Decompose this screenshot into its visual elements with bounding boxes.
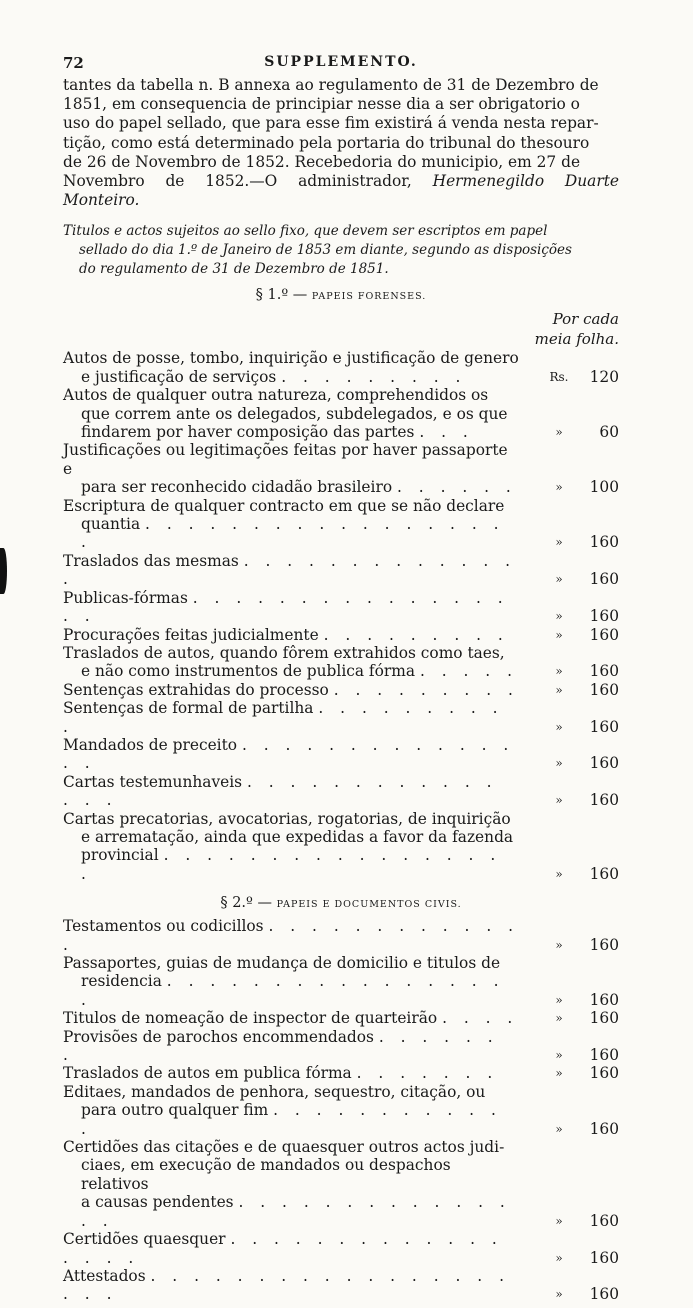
tariff-item-text: Mandados de preceito — [63, 735, 238, 754]
currency-mark: » — [555, 572, 563, 587]
tariff-row-text — [63, 1193, 519, 1230]
tariff-row-text — [63, 515, 519, 552]
document-title — [63, 222, 619, 279]
tariff-row-text — [63, 386, 519, 404]
tariff-item-text: Attestados — [63, 1266, 146, 1285]
title-line: do regulamento de 31 de Dezembro de 1851. — [79, 261, 389, 278]
tariff-row — [63, 681, 619, 699]
tariff-row — [63, 810, 619, 884]
currency-mark: » — [555, 992, 563, 1007]
tariff-item-text: e não como instrumentos de publica fórma — [81, 662, 416, 681]
tariff-item-text: Sentenças extrahidas do processo — [63, 680, 329, 699]
leader-dots: . . . . . . . . . . . . . . — [63, 551, 517, 589]
currency-mark: » — [555, 719, 563, 734]
intro-closing-line — [63, 172, 619, 210]
tariff-value: 160 — [589, 1064, 619, 1083]
tariff-row-text — [63, 699, 519, 736]
tariff-row-text — [63, 423, 519, 441]
tariff-value: 160 — [589, 754, 619, 773]
tariff-row — [63, 1083, 619, 1138]
leader-dots: . . . . . . . . . — [323, 625, 509, 644]
tariff-row — [63, 349, 619, 386]
currency-mark: » — [555, 627, 563, 642]
tariff-value: 160 — [589, 1046, 619, 1065]
tariff-value: 160 — [589, 1119, 619, 1138]
tariff-row-text — [63, 589, 519, 626]
tariff-value: 160 — [589, 662, 619, 681]
tariff-item-text: findarem por haver composição das partes — [81, 423, 415, 442]
tariff-item-text: Cartas precatorias, avocatorias, rogatorias, de inquirição — [63, 809, 511, 828]
section-title: PAPEIS E DOCUMENTOS CIVIS. — [276, 899, 462, 911]
tariff-value: 160 — [589, 1211, 619, 1230]
currency-mark: » — [555, 1066, 563, 1081]
currency-mark: » — [555, 1287, 563, 1302]
tariff-sections — [63, 287, 619, 1307]
tariff-row-text — [63, 972, 519, 1009]
tariff-row-text — [63, 917, 519, 954]
tariff-item-text: para outro qualquer fim — [81, 1101, 269, 1120]
tariff-value: 160 — [589, 864, 619, 883]
currency-mark: » — [555, 756, 563, 771]
tariff-row — [63, 1009, 619, 1027]
tariff-value: 160 — [589, 625, 619, 644]
tariff-row-text — [63, 478, 519, 496]
tariff-row — [63, 1028, 619, 1065]
intro-line: 1851, em consequencia de principiar nesse dia a ser obrigatorio o — [63, 95, 580, 114]
column-header-line: Por cada — [552, 310, 619, 329]
leader-dots: . . . . . . . . . . . . . . . — [63, 772, 498, 810]
tariff-row-text — [63, 1064, 519, 1082]
tariff-value: 160 — [589, 1248, 619, 1267]
running-head: SUPPLEMENTO. — [264, 54, 418, 70]
tariff-row-text — [63, 1028, 519, 1065]
section-title: PAPEIS FORENSES. — [311, 291, 427, 303]
tariff-item-text: Justificações ou legitimações feitas por haver passaporte e — [63, 441, 508, 478]
currency-mark: » — [555, 866, 563, 881]
leader-dots: . . . . . . . . . . . . . . . . . — [81, 972, 505, 1009]
tariff-row-text — [63, 349, 519, 367]
intro-lines — [63, 76, 619, 172]
section-heading — [63, 895, 619, 917]
leader-dots: . . . . . . . . . — [281, 367, 467, 386]
tariff-row-text — [63, 497, 519, 515]
tariff-row — [63, 441, 619, 496]
tariff-row-text — [63, 1083, 519, 1101]
tariff-value: 160 — [589, 1009, 619, 1028]
tariff-value: 160 — [589, 935, 619, 954]
binding-mark — [0, 548, 7, 594]
leader-dots: . . . . . . . . . . . . . . . . . . — [81, 515, 505, 552]
tariff-row — [63, 552, 619, 589]
currency-mark: » — [555, 937, 563, 952]
currency-mark: Rs. — [549, 369, 569, 384]
tariff-row — [63, 497, 619, 552]
leader-dots: . . . . . . . . . . . . . . . — [63, 735, 515, 773]
tariff-item-text: Traslados de autos, quando fôrem extrahidos como taes, — [63, 643, 505, 662]
leader-dots: . . . . . . — [397, 478, 517, 497]
currency-mark: » — [555, 664, 563, 679]
tariff-row-text — [63, 405, 519, 423]
leader-dots: . . . . . . . . . . — [63, 699, 504, 736]
tariff-item-text: Certidões das citações e de quaesquer outros actos judi- — [63, 1138, 505, 1157]
tariff-row — [63, 1230, 619, 1267]
tariff-item-text: Provisões de parochos encommendados — [63, 1027, 374, 1046]
document-page — [63, 50, 619, 1308]
tariff-row-text — [63, 681, 519, 699]
currency-mark: » — [555, 535, 563, 550]
tariff-row-text — [63, 1230, 519, 1267]
intro-line: tantes da tabella n. B annexa ao regulamento de 31 de Dezembro de — [63, 76, 599, 94]
tariff-item-text: e arrematação, ainda que expedidas a favor da fazenda — [81, 827, 514, 846]
tariff-item-text: quantia — [81, 515, 141, 534]
tariff-row-text — [63, 368, 519, 386]
leader-dots: . . . — [419, 423, 474, 442]
leader-dots: . . . . . . . — [63, 1027, 499, 1065]
tariff-item-text: que correm ante os delegados, subdelegados, e os que — [81, 404, 508, 423]
tariff-item-text: ciaes, em execução de mandados ou despachos relativos — [81, 1156, 451, 1193]
section-number: § 1.º — — [255, 287, 308, 304]
intro-line: de 26 de Novembro de 1852. Recebedoria do municipio, em 27 de — [63, 152, 581, 171]
tariff-value: 120 — [589, 367, 619, 386]
tariff-row-text — [63, 441, 519, 478]
leader-dots: . . . . . . . . . . . . . . . — [81, 1193, 511, 1230]
tariff-item-text: Certidões quaesquer — [63, 1230, 226, 1249]
column-header-line: meia folha. — [534, 330, 619, 349]
tariff-row — [63, 1267, 619, 1304]
tariff-row — [63, 644, 619, 681]
tariff-row — [63, 1064, 619, 1082]
tariff-row — [63, 917, 619, 954]
tariff-value: 160 — [589, 570, 619, 589]
tariff-value: 160 — [589, 990, 619, 1009]
tariff-row-text — [63, 644, 519, 662]
leader-dots: . . . . — [442, 1009, 519, 1028]
tariff-value: 160 — [589, 533, 619, 552]
tariff-item-text: Autos de qualquer outra natureza, comprehendidos os — [63, 386, 489, 405]
intro-line: tição, como está determinado pela portaria do tribunal do thesouro — [63, 133, 590, 152]
tariff-value: 160 — [589, 791, 619, 810]
title-line: sellado do dia 1.º de Janeiro de 1853 em diante, segundo as disposições — [79, 242, 572, 259]
tariff-row-text — [63, 828, 519, 846]
currency-mark: » — [555, 1011, 563, 1026]
tariff-item-text: Titulos de nomeação de inspector de quarteirão — [63, 1009, 438, 1028]
leader-dots: . . . . . . . . . . . . . . . . . — [63, 588, 509, 626]
section-gap — [63, 1304, 619, 1308]
tariff-item-text: Testamentos ou codicillos — [63, 917, 264, 936]
tariff-row-text — [63, 1267, 519, 1304]
tariff-item-text: residencia — [81, 972, 162, 991]
tariff-row — [63, 626, 619, 644]
intro-line: uso do papel sellado, que para esse fim existirá á venda nesta repar- — [63, 114, 599, 133]
tariff-item-text: Procurações feitas judicialmente — [63, 625, 319, 644]
currency-mark: » — [555, 1121, 563, 1136]
currency-mark: » — [555, 682, 563, 697]
tariff-row-text — [63, 552, 519, 589]
currency-mark: » — [555, 793, 563, 808]
tariff-value: 100 — [589, 478, 619, 497]
page-number: 72 — [63, 54, 84, 72]
tariff-item-text: Cartas testemunhaveis — [63, 772, 243, 791]
currency-mark: » — [555, 480, 563, 495]
tariff-value: 160 — [589, 717, 619, 736]
tariff-row-text — [63, 1009, 519, 1027]
tariff-row-text — [63, 810, 519, 828]
tariff-item-text: Sentenças de formal de partilha — [63, 699, 314, 718]
tariff-item-text: provincial — [81, 846, 159, 865]
leader-dots: . . . . . . . . . . . . . . . . . — [81, 846, 502, 883]
tariff-row-text — [63, 846, 519, 883]
leader-dots: . . . . . . . . . . . . — [81, 1101, 502, 1138]
tariff-item-text: Autos de posse, tombo, inquirição e justificação de genero — [63, 349, 519, 368]
column-header — [63, 309, 619, 349]
signature: Hermenegildo Duarte Monteiro. — [63, 172, 619, 210]
currency-mark: » — [555, 1213, 563, 1228]
tariff-row-text — [63, 736, 519, 773]
leader-dots: . . . . . . . . . . . . . . . . . — [63, 1230, 503, 1267]
tariff-row-text — [63, 662, 519, 680]
intro-closing-text: Novembro de 1852.—O administrador, — [63, 172, 412, 191]
tariff-item-text: para ser reconhecido cidadão brasileiro — [81, 478, 393, 497]
tariff-value: 60 — [599, 423, 619, 442]
tariff-item-text: Traslados das mesmas — [63, 551, 239, 570]
tariff-row — [63, 773, 619, 810]
tariff-row-text — [63, 773, 519, 810]
tariff-item-text: e justificação de serviços — [81, 367, 277, 386]
tariff-row — [63, 954, 619, 1009]
tariff-item-text: Publicas-fórmas — [63, 588, 188, 607]
tariff-value: 160 — [589, 607, 619, 626]
tariff-value: 160 — [589, 680, 619, 699]
tariff-row — [63, 386, 619, 441]
currency-mark: » — [555, 425, 563, 440]
tariff-item-text: a causas pendentes — [81, 1193, 234, 1212]
intro-paragraph — [63, 76, 619, 210]
tariff-row — [63, 589, 619, 626]
leader-dots: . . . . . . . . . . . . . . . . . . . . — [63, 1266, 510, 1304]
currency-mark: » — [555, 609, 563, 624]
tariff-item-text: Escriptura de qualquer contracto em que se não declare — [63, 496, 505, 515]
leader-dots: . . . . . — [419, 662, 518, 681]
page-header — [63, 50, 619, 76]
leader-dots: . . . . . . . — [356, 1064, 499, 1083]
tariff-row-text — [63, 954, 519, 972]
section-gap — [63, 883, 619, 887]
leader-dots: . . . . . . . . . — [333, 680, 519, 699]
tariff-row-text — [63, 626, 519, 644]
section-heading — [63, 287, 619, 309]
tariff-value: 160 — [589, 1285, 619, 1304]
tariff-row-text — [63, 1156, 519, 1193]
tariff-row — [63, 699, 619, 736]
tariff-item-text: Editaes, mandados de penhora, sequestro, citação, ou — [63, 1082, 486, 1101]
currency-mark: » — [555, 1250, 563, 1265]
tariff-row — [63, 1138, 619, 1230]
tariff-row-text — [63, 1138, 519, 1156]
tariff-item-text: Traslados de autos em publica fórma — [63, 1064, 352, 1083]
tariff-item-text: Passaportes, guias de mudança de domicilio e titulos de — [63, 954, 501, 973]
section-number: § 2.º — — [220, 895, 272, 912]
leader-dots: . . . . . . . . . . . . . — [63, 917, 520, 954]
currency-mark: » — [555, 1048, 563, 1063]
title-line: Titulos e actos sujeitos ao sello fixo, que devem ser escriptos em papel — [63, 223, 548, 240]
tariff-row — [63, 736, 619, 773]
